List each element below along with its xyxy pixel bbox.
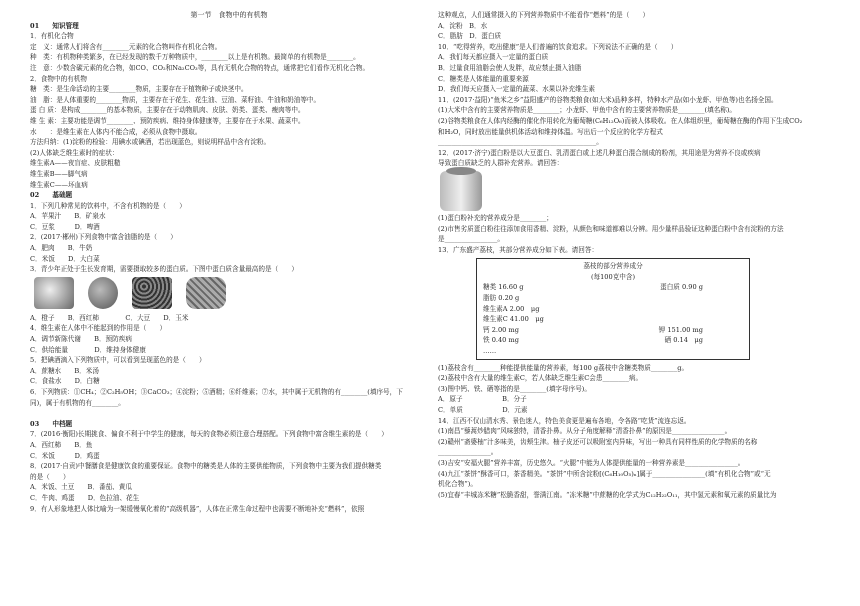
text-line: 维生素A——夜盲症、皮肤粗糙: [30, 159, 121, 168]
text-line: A．橙子 B．西红柿 C．大豆 D．玉米: [30, 313, 189, 322]
text-line: C．食盐水 D．白糖: [30, 377, 100, 386]
text-line: A．蔗糖水 B．米汤: [30, 366, 99, 375]
text-line: 2．食物中的有机物: [30, 74, 87, 83]
text-line: A．原子 B．分子: [438, 395, 527, 404]
corn-image: [186, 277, 226, 309]
soybean-image: [132, 277, 172, 309]
text-line: C．米饭 D．大白菜: [30, 254, 100, 263]
text-line: 的是（ ）: [30, 472, 70, 481]
text-line: A．调节新陈代谢 B．预防疾病: [30, 335, 132, 344]
table-cell: 铁 0.40 mg: [483, 336, 519, 345]
text-line: 机化合物”)。: [438, 480, 477, 489]
table-cell: 糖类 16.60 g: [483, 283, 524, 292]
table-cell: 维生素A 2.00 μg: [483, 304, 540, 313]
text-line: (3)吉安“安福火腿”营养丰富，历史悠久。“火腿”中能为人体提供能量的一种营养素是________________。: [438, 458, 745, 467]
left-text-block-2: [30, 313, 428, 514]
right-text-block-1: [438, 10, 838, 169]
text-line: C．供给能量 D．维持身体健康: [30, 345, 146, 354]
table-body: [483, 282, 743, 356]
text-line: (1)大米中含有的主要营养物质是________；小龙虾、甲鱼中含有的主要营养物质是________(填名称)。: [438, 106, 737, 115]
text-line: [30, 408, 428, 419]
text-line: 5．把碘酒滴入下列物质中，可以看到呈现蓝色的是（ ）: [30, 356, 206, 365]
table-row: [483, 325, 743, 336]
text-line: 定 义：通常人们将含有________元素的化合物叫作有机化合物。: [30, 42, 222, 51]
text-line: 这种观点，人们通常摄入的下列营养物质中不能看作“燃料”的是（ ）: [438, 11, 650, 19]
text-line: 13．广东盛产荔枝，其部分营养成分如下表。请回答：: [438, 245, 599, 254]
text-line: 9．有人形象地把人体比喻为一架缓慢氧化着的“高级机器”，人体在正常生命过程中也需要不断地补充“燃料”，依照: [30, 504, 365, 513]
text-line: A．肥肉 B．牛奶: [30, 244, 93, 253]
food-images: [30, 277, 428, 311]
nutrition-table: [476, 258, 750, 359]
text-line: 维生素C——坏血病: [30, 180, 88, 189]
text-line: 注 意：少数含碳元素的化合物，如CO、CO₂和Na₂CO₃等，具有无机化合物的特点，通常把它们看作无机化合物。: [30, 63, 370, 72]
table-cell: 脂肪 0.20 g: [483, 294, 520, 303]
text-line: (2)市售劣质蛋白粉往往添加食用香精、淀粉，从颜色和味道都难以分辨。用少量样品验证这种蛋白粉中含有淀粉的方法: [438, 224, 784, 233]
table-row: [483, 314, 743, 325]
text-line: D．我们每天应摄入一定量的蔬菜、水果以补充维生素: [438, 85, 595, 94]
text-line: (5)宜春“丰城冻米糖”松脆香甜，誉满江南。“冻米糖”中蔗糖的化学式为C₁₂H₂₂O₁₁，其中氢元素和氧元素的质量比为: [438, 490, 777, 499]
table-cell: 钾 151.00 mg: [658, 325, 703, 334]
text-line: 蛋 白 质：是构成________的基本物质，主要存在于动物肌肉、皮肤、奶类、蛋类、瘦肉等中。: [30, 106, 305, 115]
text-line: (2)赣州“斋婆柚”汁多味美，齿颊生津。柚子皮还可以吸附室内异味，写出一种具有同样性质的化学物质的名称: [438, 437, 758, 446]
text-line: 和H₂O，同时放出能量供机体活动和维持体温。写出后一个反应的化学方程式: [438, 127, 663, 136]
table-cell: 蛋白质 0.90 g: [660, 283, 703, 292]
text-line: (4)九江“茶饼”酥香可口，茶香精美。“茶饼”中所含淀粉[(C₆H₁₀O₅)ₙ]属于________________(填“有机化合物”或“无: [438, 469, 771, 478]
text-line: 6．下列物质：①CH₄；②C₂H₅OH；③CaCO₃；④淀粉；⑤酒精；⑥纤维素；⑦水，其中属于无机物的有________(填序号，下: [30, 388, 403, 396]
text-line: 01 知识管理: [30, 21, 79, 30]
left-column: [30, 10, 428, 514]
text-line: 02 基础题: [30, 191, 73, 200]
text-line: A．西红柿 B．鱼: [30, 440, 93, 449]
text-line: (1)荔枝含有________种能提供能量的营养素，每100 g荔枝中含糖类物质________g。: [438, 363, 689, 372]
text-line: 10．“吃得营养，吃出健康”是人们普遍的饮食追求。下列说法不正确的是（ ）: [438, 42, 678, 51]
table-row: [483, 304, 743, 315]
text-line: 维 生 素：主要功能是调节________、预防疾病、维持身体健康等，主要存在于水果、蔬菜中。: [30, 116, 305, 125]
orange-image: [34, 277, 74, 309]
text-line: 同)，属于有机物的有________。: [30, 398, 125, 407]
text-line: 方法归纳：(1)淀粉的检验：用碘水或碘酒，若出现蓝色，则说明样品中含有淀粉。: [30, 138, 271, 147]
text-line: C．豆浆 D．啤酒: [30, 222, 100, 231]
table-caption: 荔枝的部分营养成分: [583, 262, 643, 271]
text-line: 油 脂：是人体重要的________物质，主要存在于花生、花生油、豆油、菜籽油、牛油和奶油等中。: [30, 95, 321, 104]
text-line: (2)谷物类粮食在人体内经酶的催化作用转化为葡萄糖(C₆H₁₂O₆)而被人体吸收。在人体组织里，葡萄糖在酶的作用下生成CO₂: [438, 116, 803, 125]
text-line: A．苹果汁 B．矿泉水: [30, 212, 106, 221]
table-cell: 钙 2.00 mg: [483, 325, 519, 334]
text-line: 7．(2016·衡阳)长期挑食、偏食不利于中学生的健康，每天的食物必须注意合理搭配。下列食物中富含维生素的是（ ）: [30, 430, 388, 439]
text-line: (2)人体缺乏维生素时的症状：: [30, 148, 119, 157]
text-line: ________________。: [438, 448, 498, 457]
text-line: A．我们每天都应摄入一定量的蛋白质: [438, 53, 549, 62]
text-line: 导致蛋白质缺乏的人群补充营养。请回答：: [438, 159, 564, 168]
text-line: 12．(2017·济宁)蛋白粉是以大豆蛋白、乳清蛋白或上述几种蛋白混合制成的粉剂，其用途是为营养不良或疾病: [438, 148, 761, 157]
right-text-block-2: [438, 213, 838, 255]
right-text-block-3: [438, 363, 838, 501]
text-line: 维生素B——脚气病: [30, 169, 88, 178]
table-cell: 维生素C 41.00 μg: [483, 315, 544, 324]
text-line: C．脂肪 D．蛋白质: [438, 32, 502, 41]
text-line: 11．(2017·益阳)“鱼米之乡”益阳盛产的谷物类粮食(如大米)品种多样，特种水产品(如小龙虾、甲鱼等)也名扬全国。: [438, 95, 778, 104]
table-subcaption: (每100克中含): [590, 272, 636, 281]
table-cell: 硒 0.14 μg: [664, 336, 703, 345]
text-line: ________________________________________________。: [438, 138, 603, 147]
right-column: [438, 10, 838, 500]
text-line: 14．江西不仅山清水秀、景色迷人，特色美食更是遍布各地，令各路“吃货”流连忘返。: [438, 416, 691, 425]
text-line: A．米饭、土豆 B．番茄、黄瓜: [30, 483, 132, 492]
table-cell: ……: [483, 347, 497, 356]
page-title: 第一节 食物中的有机物: [190, 11, 268, 19]
text-line: C．糖类是人体能量的重要来源: [438, 74, 529, 83]
text-line: 是________________。: [438, 235, 504, 244]
text-line: C．牛肉、鸡蛋 D．色拉油、花生: [30, 493, 140, 502]
text-line: C．单质 D．元素: [438, 406, 528, 414]
protein-powder-image: [440, 171, 482, 211]
text-line: 2．(2017·郴州)下列食物中富含油脂的是（ ）: [30, 233, 177, 242]
text-line: (1)南昌“藜蒿炒腊肉”风味独特，清香扑鼻。从分子角度解释“清香扑鼻”的原因是________________。: [438, 427, 732, 436]
text-line: C．米饭 D．鸡蛋: [30, 451, 100, 460]
text-line: (2)荔枝中含有大量的维生素C，若人体缺乏维生素C会患________病。: [438, 374, 643, 383]
text-line: 03 中档题: [30, 419, 73, 428]
tomato-image: [88, 277, 118, 309]
text-line: 1．下列几种常见的饮料中，不含有机物的是（ ）: [30, 201, 186, 210]
text-line: (3)图中钙、铁、硒等指的是________(填字母序号)。: [438, 384, 591, 393]
text-line: 种 类：有机物种类繁多，在已经发现的数千万种物质中，________以上是有机物。最简单的有机物是________。: [30, 53, 360, 62]
text-line: A．淀粉 B．水: [438, 21, 488, 30]
text-line: 1．有机化合物: [30, 32, 74, 41]
text-line: 4．维生素在人体中不能起到的作用是（ ）: [30, 324, 167, 333]
text-line: 3．青少年正处于生长发育期，需要摄取较多的蛋白质。下图中蛋白质含量最高的是（ ）: [30, 265, 298, 274]
text-line: (1)蛋白粉补充的营养成分是________；: [438, 213, 553, 222]
text-line: 糖 类：是生命活动的主要________物质，主要存在于植物种子或块茎中。: [30, 85, 248, 94]
left-text-block-1: [30, 21, 428, 275]
table-row: [483, 293, 743, 304]
table-row: [483, 346, 743, 357]
text-line: 水 ：是维生素在人体内不能合成，必须从食物中摄取。: [30, 127, 202, 136]
table-row: [483, 282, 743, 293]
text-line: 8．(2017·自贡)中餐膳食是健康饮食的重要保证。食物中的糖类是人体的主要供能物质，下列食物中主要为我们提供糖类: [30, 462, 382, 471]
table-row: [483, 335, 743, 346]
text-line: B．过量食用油脂会使人发胖，故应禁止摄入油脂: [438, 63, 582, 72]
